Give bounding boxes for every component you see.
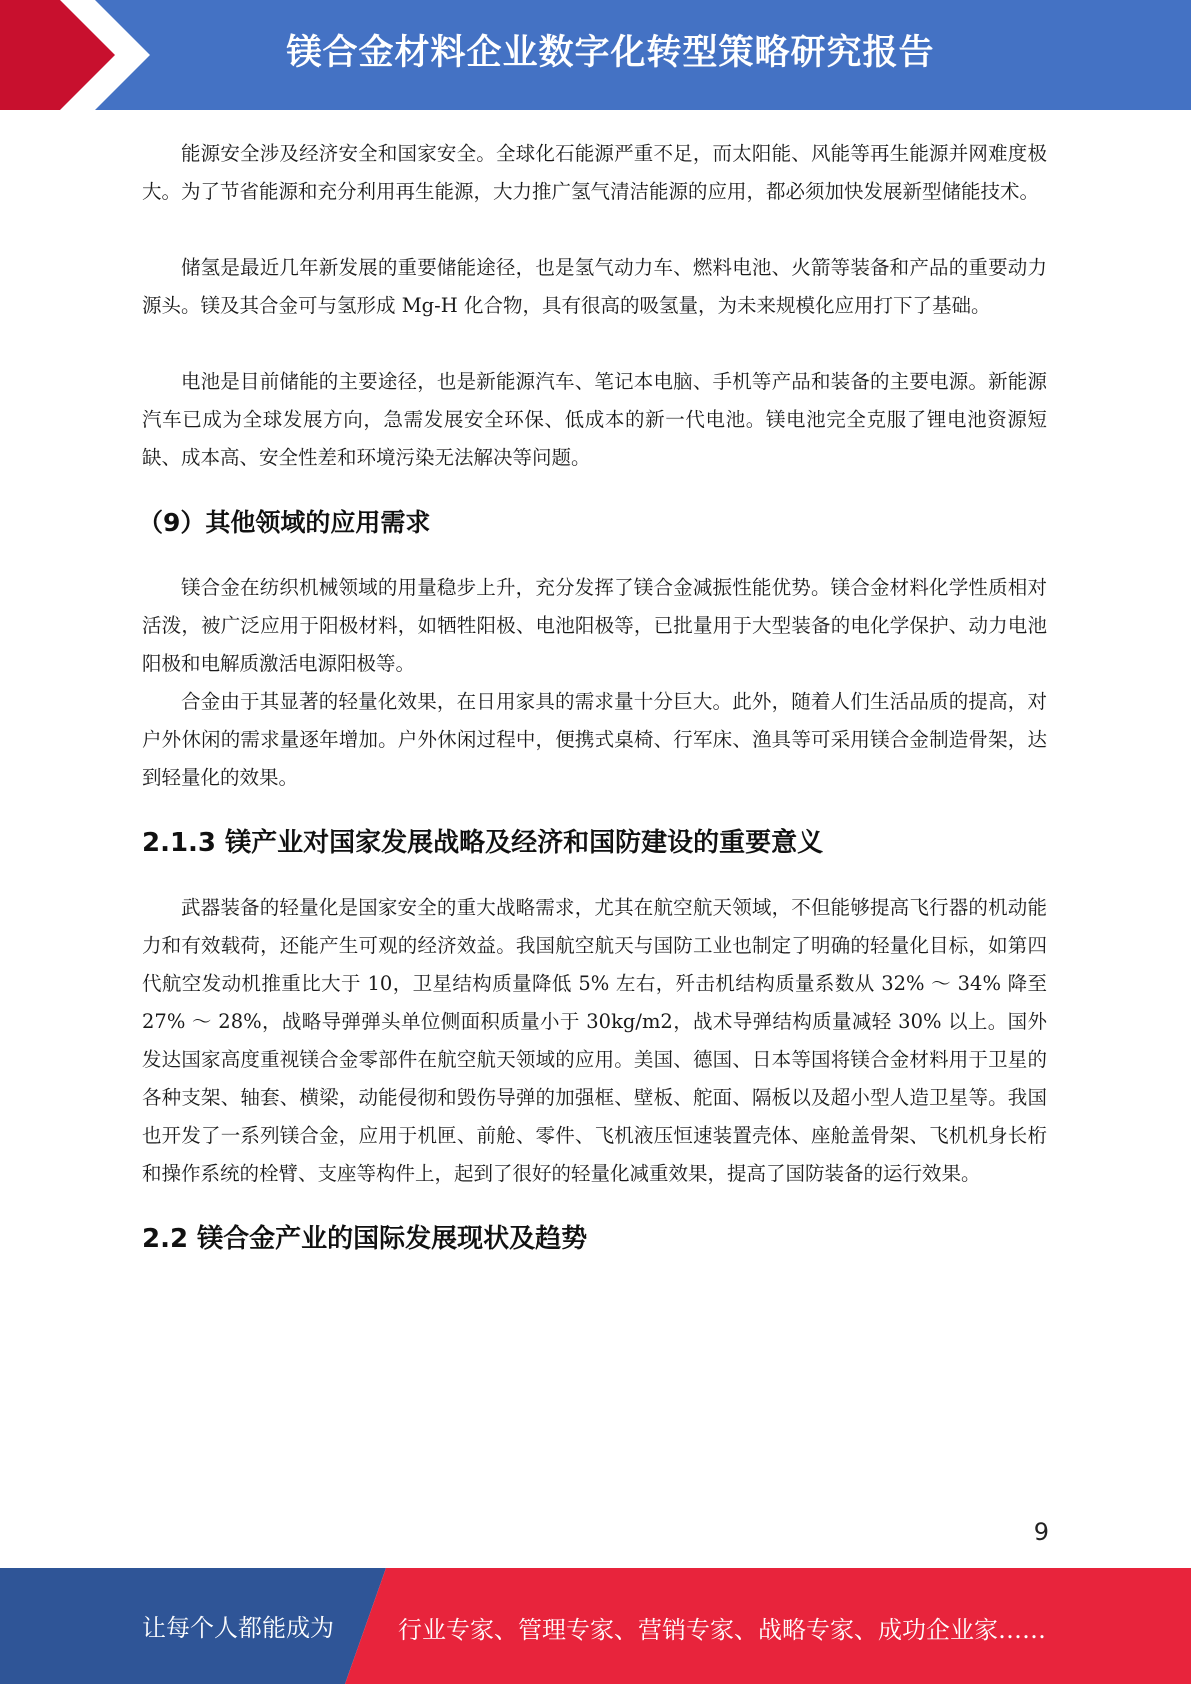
footer-slogan-left: 让每个人都能成为 (142, 1614, 334, 1642)
paragraph-energy-security: 能源安全涉及经济安全和国家安全。全球化石能源严重不足，而太阳能、风能等再生能源并网难度极大。为了节省能源和充分利用再生能源，大力推广氢气清洁能源的应用，都必须加快发展新型储能技术。 (142, 142, 1047, 203)
paragraph-hydrogen-storage: 储氢是最近几年新发展的重要储能途径，也是氢气动力车、燃料电池、火箭等装备和产品的重要动力源头。镁及其合金可与氢形成 Mg-H 化合物，具有很高的吸氢量，为未来规模化应用打下了基础。 (142, 256, 1047, 317)
paragraph-lightweight-furniture: 合金由于其显著的轻量化效果，在日用家具的需求量十分巨大。此外，随着人们生活品质的提高，对户外休闲的需求量逐年增加。户外休闲过程中，便携式桌椅、行军床、渔具等可采用镁合金制造骨架，达到轻量化的效果。 (142, 690, 1047, 789)
section-heading-2-1-3: 2.1.3 镁产业对国家发展战略及经济和国防建设的重要意义 (142, 828, 824, 858)
header-arrow-decoration (0, 0, 150, 110)
report-title: 镁合金材料企业数字化转型策略研究报告 (286, 33, 935, 73)
paragraph-textile-anode: 镁合金在纺织机械领域的用量稳步上升，充分发挥了镁合金减振性能优势。镁合金材料化学性质相对活泼，被广泛应用于阳极材料，如牺牲阳极、电池阳极等，已批量用于大型装备的电化学保护、动力电池阳极和电解质激活电源阳极等。 (142, 576, 1047, 675)
section-heading-2-2: 2.2 镁合金产业的国际发展现状及趋势 (142, 1224, 588, 1254)
footer-banner (0, 1568, 1191, 1684)
page-content (138, 135, 1047, 1259)
subheading-other-applications: （9）其他领域的应用需求 (138, 508, 431, 537)
page-number: 9 (1033, 1518, 1049, 1546)
paragraph-weapon-lightweight: 武器装备的轻量化是国家安全的重大战略需求，尤其在航空航天领域，不但能够提高飞行器的机动能力和有效载荷，还能产生可观的经济效益。我国航空航天与国防工业也制定了明确的轻量化目标，如第四代航空发动机推重比大于 10，卫星结构质量降低 5% 左右，歼击机结构质量系数从 32% ～ 34% 降至 27% ～ 28%，战略导弹弹头单位侧面积质量小于 30kg/m2，战术导弹结构质量减轻 30% 以上。国外发达国家高度重视镁合金零部件在航空航天领域的应用。美国、德国、日本等国将镁合金材料用于卫星的各种支架、轴套、横梁，动能侵彻和毁伤导弹的加强框、壁板、舵面、隔板以及超小型人造卫星等。我国也开发了一系列镁合金，应用于机匣、前舱、零件、飞机液压恒速装置壳体、座舱盖骨架、飞机机身长桁和操作系统的栓臂、支座等构件上，起到了很好的轻量化减重效果，提高了国防装备的运行效果。 (142, 896, 1047, 1185)
header-banner (0, 0, 1191, 110)
footer-slogan-right: 行业专家、管理专家、营销专家、战略专家、成功企业家…… (398, 1616, 1046, 1644)
paragraph-battery: 电池是目前储能的主要途径，也是新能源汽车、笔记本电脑、手机等产品和装备的主要电源。新能源汽车已成为全球发展方向，急需发展安全环保、低成本的新一代电池。镁电池完全克服了锂电池资源短缺、成本高、安全性差和环境污染无法解决等问题。 (142, 370, 1047, 469)
